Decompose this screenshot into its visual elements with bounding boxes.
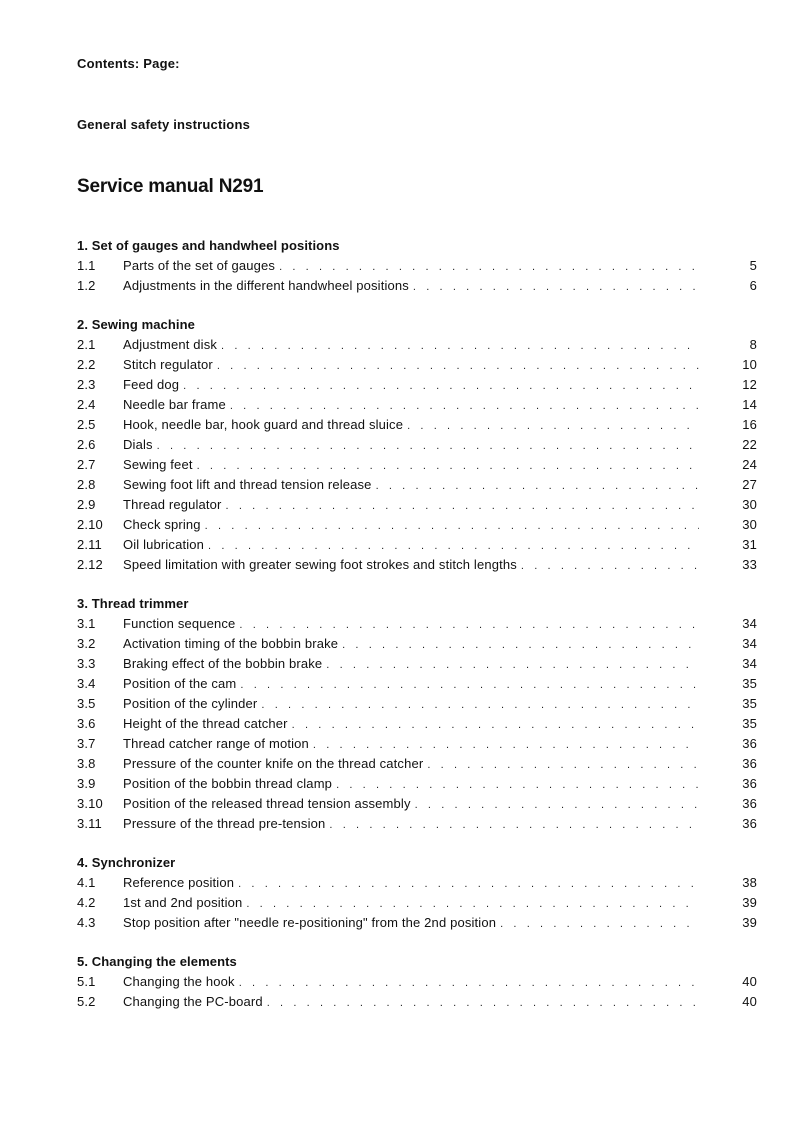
toc-section xyxy=(77,236,757,296)
entry-number: 3.7 xyxy=(77,736,96,751)
entry-page-number: 30 xyxy=(742,497,757,512)
dot-leader xyxy=(407,416,699,436)
entry-page-number: 34 xyxy=(742,636,757,651)
entry-number: 3.4 xyxy=(77,676,96,691)
entry-page-number: 34 xyxy=(742,656,757,671)
entry-label-wrap xyxy=(123,634,699,655)
toc-entry xyxy=(77,515,757,535)
entry-label: Position of the cam xyxy=(123,676,237,691)
entry-page-number: 39 xyxy=(742,915,757,930)
entry-label-wrap xyxy=(123,913,699,934)
entry-page-number: 36 xyxy=(742,736,757,751)
entry-number: 3.6 xyxy=(77,716,96,731)
section-title: 4. Synchronizer xyxy=(77,855,176,870)
entry-label-wrap xyxy=(123,614,699,635)
toc-entry xyxy=(77,614,757,634)
entry-label-wrap xyxy=(123,435,699,456)
entry-number: 1.2 xyxy=(77,278,96,293)
dot-leader xyxy=(267,993,699,1013)
entry-number: 3.10 xyxy=(77,796,103,811)
dot-leader xyxy=(279,257,699,277)
entry-label: Activation timing of the bobbin brake xyxy=(123,636,339,651)
entry-page-number: 40 xyxy=(742,974,757,989)
toc-section xyxy=(77,853,757,933)
entry-label-wrap xyxy=(123,555,699,576)
dot-leader xyxy=(415,795,699,815)
entry-label: Adjustment disk xyxy=(123,337,218,352)
entry-page-number: 36 xyxy=(742,816,757,831)
toc-entry xyxy=(77,972,757,992)
entry-page-number: 35 xyxy=(742,716,757,731)
dot-leader xyxy=(239,615,699,635)
dot-leader xyxy=(239,973,699,993)
entry-label: Height of the thread catcher xyxy=(123,716,288,731)
entry-label: Reference position xyxy=(123,875,235,890)
entry-page-number: 30 xyxy=(742,517,757,532)
entry-label-wrap xyxy=(123,276,699,297)
entry-number: 2.10 xyxy=(77,517,103,532)
entry-page-number: 36 xyxy=(742,776,757,791)
entry-label-wrap xyxy=(123,774,699,795)
entry-label: Parts of the set of gauges xyxy=(123,258,276,273)
entry-page-number: 10 xyxy=(742,357,757,372)
entry-page-number: 6 xyxy=(749,278,757,293)
dot-leader xyxy=(500,914,699,934)
toc-entry xyxy=(77,415,757,435)
entry-page-number: 24 xyxy=(742,457,757,472)
entry-label-wrap xyxy=(123,654,699,675)
entry-page-number: 16 xyxy=(742,417,757,432)
entry-number: 4.1 xyxy=(77,875,96,890)
entry-label: Position of the released thread tension assembly xyxy=(123,796,411,811)
toc-entry xyxy=(77,714,757,734)
toc-entry xyxy=(77,893,757,913)
dot-leader xyxy=(261,695,699,715)
entry-label-wrap xyxy=(123,395,699,416)
entry-number: 2.5 xyxy=(77,417,96,432)
entry-label: Function sequence xyxy=(123,616,236,631)
entry-label: Pressure of the counter knife on the thread catcher xyxy=(123,756,424,771)
toc-entry xyxy=(77,794,757,814)
entry-number: 5.1 xyxy=(77,974,96,989)
dot-leader xyxy=(376,476,699,496)
entry-label: Thread catcher range of motion xyxy=(123,736,309,751)
entry-label-wrap xyxy=(123,893,699,914)
dot-leader xyxy=(205,516,699,536)
entry-label-wrap xyxy=(123,375,699,396)
dot-leader xyxy=(226,496,699,516)
entry-label-wrap xyxy=(123,972,699,993)
dot-leader xyxy=(246,894,699,914)
entry-number: 3.1 xyxy=(77,616,96,631)
entry-label: Dials xyxy=(123,437,153,452)
dot-leader xyxy=(197,456,699,476)
entry-label-wrap xyxy=(123,794,699,815)
dot-leader xyxy=(329,815,699,835)
entry-number: 2.8 xyxy=(77,477,96,492)
dot-leader xyxy=(217,356,699,376)
entry-label: Adjustments in the different handwheel positions xyxy=(123,278,409,293)
dot-leader xyxy=(208,536,699,556)
toc-entry xyxy=(77,535,757,555)
toc-section xyxy=(77,594,757,834)
entry-page-number: 8 xyxy=(749,337,757,352)
entry-number: 2.1 xyxy=(77,337,96,352)
toc-entry xyxy=(77,495,757,515)
toc-entry xyxy=(77,475,757,495)
entry-label-wrap xyxy=(123,873,699,894)
entry-page-number: 27 xyxy=(742,477,757,492)
dot-leader xyxy=(230,396,699,416)
entry-label: Changing the PC-board xyxy=(123,994,263,1009)
toc-entry xyxy=(77,435,757,455)
entry-number: 2.3 xyxy=(77,377,96,392)
dot-leader xyxy=(240,675,699,695)
entry-page-number: 39 xyxy=(742,895,757,910)
entry-label: Sewing foot lift and thread tension release xyxy=(123,477,372,492)
entry-label-wrap xyxy=(123,734,699,755)
toc-entry xyxy=(77,814,757,834)
entry-page-number: 22 xyxy=(742,437,757,452)
toc-entry xyxy=(77,455,757,475)
dot-leader xyxy=(427,755,699,775)
entry-number: 2.12 xyxy=(77,557,103,572)
toc-section xyxy=(77,315,757,575)
entry-page-number: 5 xyxy=(749,258,757,273)
toc-entry xyxy=(77,355,757,375)
dot-leader xyxy=(183,376,699,396)
entry-label: Stop position after "needle re-positioning" from the 2nd position xyxy=(123,915,497,930)
entry-page-number: 35 xyxy=(742,696,757,711)
dot-leader xyxy=(342,635,699,655)
entry-number: 3.2 xyxy=(77,636,96,651)
toc-entry xyxy=(77,774,757,794)
dot-leader xyxy=(336,775,699,795)
dot-leader xyxy=(521,556,699,576)
entry-number: 2.2 xyxy=(77,357,96,372)
dot-leader xyxy=(221,336,699,356)
toc-entry xyxy=(77,375,757,395)
entry-label-wrap xyxy=(123,355,699,376)
entry-number: 2.11 xyxy=(77,537,102,552)
toc-entry xyxy=(77,694,757,714)
toc-entry xyxy=(77,992,757,1012)
entry-number: 4.3 xyxy=(77,915,96,930)
entry-label: Pressure of the thread pre-tension xyxy=(123,816,326,831)
toc-entry xyxy=(77,734,757,754)
entry-label: Needle bar frame xyxy=(123,397,226,412)
entry-label-wrap xyxy=(123,674,699,695)
manual-title: Service manual N291 xyxy=(77,176,264,197)
toc-entry xyxy=(77,674,757,694)
entry-number: 4.2 xyxy=(77,895,96,910)
section-title: 1. Set of gauges and handwheel positions xyxy=(77,238,340,253)
dot-leader xyxy=(292,715,699,735)
entry-page-number: 36 xyxy=(742,796,757,811)
table-of-contents xyxy=(77,236,757,1031)
entry-label-wrap xyxy=(123,992,699,1013)
toc-entry xyxy=(77,754,757,774)
dot-leader xyxy=(157,436,699,456)
entry-label-wrap xyxy=(123,415,699,436)
entry-page-number: 14 xyxy=(742,397,757,412)
entry-page-number: 35 xyxy=(742,676,757,691)
toc-entry xyxy=(77,276,757,296)
entry-number: 3.8 xyxy=(77,756,96,771)
toc-entry xyxy=(77,555,757,575)
entry-number: 2.6 xyxy=(77,437,96,452)
dot-leader xyxy=(238,874,699,894)
entry-label: Sewing feet xyxy=(123,457,193,472)
dot-leader xyxy=(413,277,699,297)
entry-label: Changing the hook xyxy=(123,974,235,989)
entry-label-wrap xyxy=(123,335,699,356)
entry-number: 3.5 xyxy=(77,696,96,711)
entry-label-wrap xyxy=(123,515,699,536)
entry-page-number: 40 xyxy=(742,994,757,1009)
toc-section xyxy=(77,952,757,1012)
entry-label: Position of the cylinder xyxy=(123,696,258,711)
toc-entry xyxy=(77,873,757,893)
entry-number: 5.2 xyxy=(77,994,96,1009)
entry-number: 3.9 xyxy=(77,776,96,791)
entry-label: Position of the bobbin thread clamp xyxy=(123,776,333,791)
entry-number: 2.4 xyxy=(77,397,96,412)
entry-label-wrap xyxy=(123,714,699,735)
toc-entry xyxy=(77,654,757,674)
entry-number: 3.11 xyxy=(77,816,102,831)
entry-label: Thread regulator xyxy=(123,497,222,512)
entry-label-wrap xyxy=(123,814,699,835)
entry-label: Check spring xyxy=(123,517,201,532)
entry-page-number: 36 xyxy=(742,756,757,771)
entry-page-number: 12 xyxy=(742,377,757,392)
entry-label-wrap xyxy=(123,495,699,516)
entry-label: 1st and 2nd position xyxy=(123,895,243,910)
toc-entry xyxy=(77,256,757,276)
toc-entry xyxy=(77,913,757,933)
entry-label-wrap xyxy=(123,455,699,476)
entry-number: 1.1 xyxy=(77,258,96,273)
entry-label-wrap xyxy=(123,754,699,775)
entry-label-wrap xyxy=(123,256,699,277)
entry-label: Stitch regulator xyxy=(123,357,213,372)
entry-page-number: 33 xyxy=(742,557,757,572)
entry-page-number: 31 xyxy=(742,537,757,552)
toc-entry xyxy=(77,335,757,355)
entry-label-wrap xyxy=(123,694,699,715)
entry-label-wrap xyxy=(123,475,699,496)
entry-label: Hook, needle bar, hook guard and thread sluice xyxy=(123,417,404,432)
safety-instructions-heading: General safety instructions xyxy=(77,117,251,132)
entry-label: Oil lubrication xyxy=(123,537,205,552)
entry-label: Speed limitation with greater sewing foot strokes and stitch lengths xyxy=(123,557,517,572)
entry-page-number: 38 xyxy=(742,875,757,890)
section-title: 3. Thread trimmer xyxy=(77,596,189,611)
contents-heading: Contents: Page: xyxy=(77,56,180,71)
entry-label-wrap xyxy=(123,535,699,556)
entry-label: Braking effect of the bobbin brake xyxy=(123,656,323,671)
dot-leader xyxy=(313,735,699,755)
section-title: 2. Sewing machine xyxy=(77,317,196,332)
entry-number: 2.9 xyxy=(77,497,96,512)
dot-leader xyxy=(326,655,699,675)
section-title: 5. Changing the elements xyxy=(77,954,237,969)
entry-number: 2.7 xyxy=(77,457,96,472)
toc-entry xyxy=(77,634,757,654)
toc-entry xyxy=(77,395,757,415)
entry-label: Feed dog xyxy=(123,377,180,392)
entry-number: 3.3 xyxy=(77,656,96,671)
entry-page-number: 34 xyxy=(742,616,757,631)
